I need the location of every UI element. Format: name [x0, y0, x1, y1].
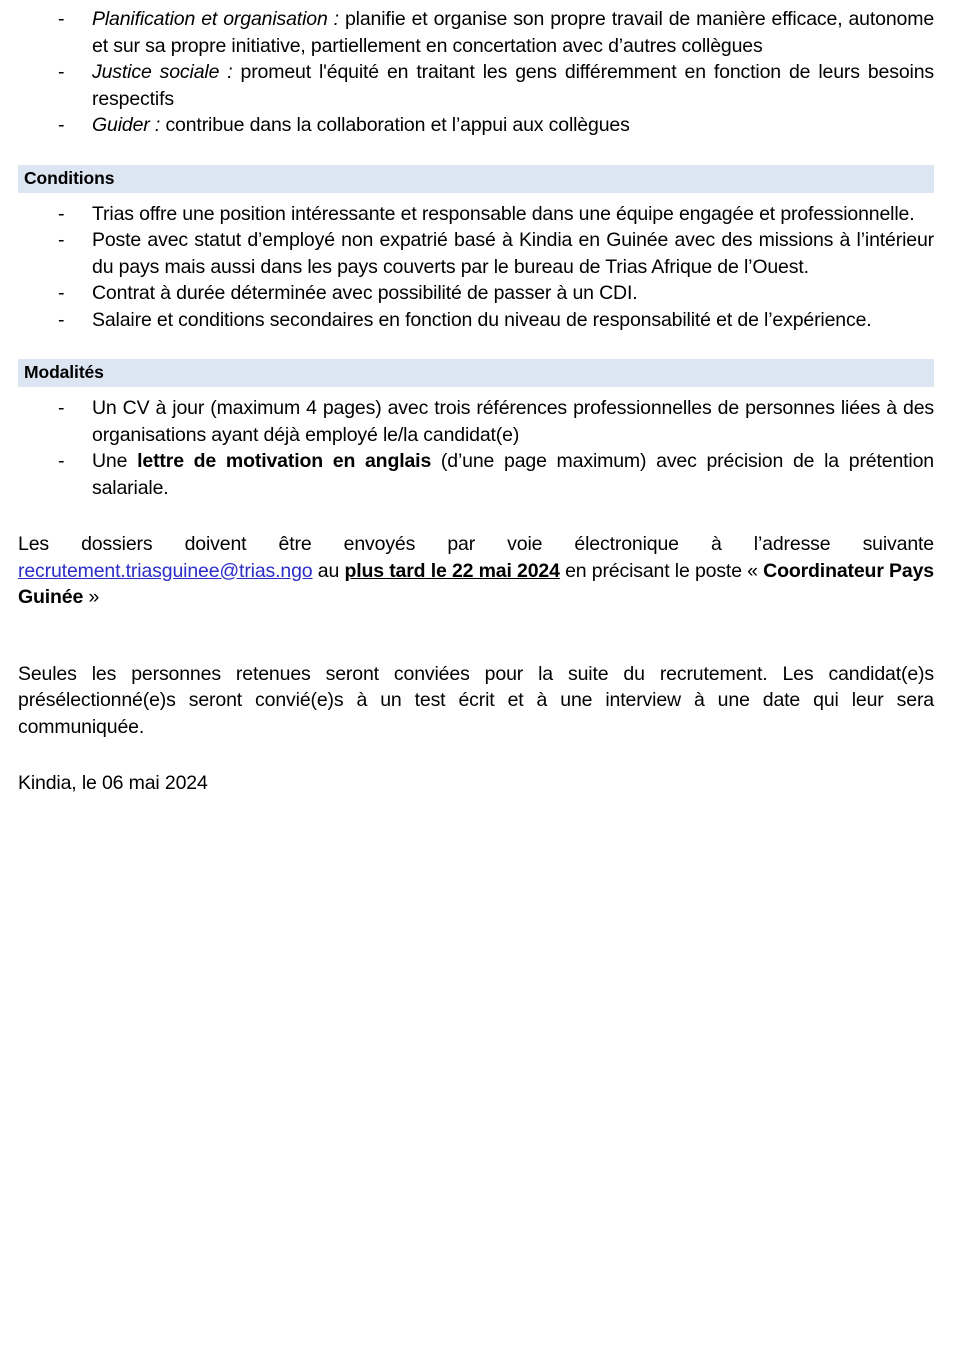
dash-marker: -	[58, 114, 65, 136]
modalite-emphasis: lettre de motivation en anglais	[137, 450, 432, 472]
dash-marker: -	[58, 8, 65, 30]
submission-after-deadline-text: en précisant le poste	[559, 559, 748, 582]
spacer	[18, 501, 934, 531]
list-item-text: Salaire et conditions secondaires en fonction du niveau de responsabilité et de l’expérience.	[92, 308, 872, 331]
section-heading-conditions	[18, 165, 934, 193]
competency-label: Guider :	[92, 114, 161, 136]
conditions-list	[18, 201, 934, 334]
list-item	[18, 6, 934, 59]
spacer	[18, 641, 934, 661]
spacer	[18, 193, 934, 201]
list-item	[18, 448, 934, 501]
closing-paragraph: Seules les personnes retenues seront conviées pour la suite du recrutement. Les candidat(e)s présélectionné(e)s seront convié(e)s à un test écrit et à une interview à une date qui leur sera communiquée.	[18, 662, 934, 738]
recruitment-email-link[interactable]: recrutement.triasguinee@trias.ngo	[18, 559, 313, 582]
spacer	[18, 611, 934, 641]
submission-lead-text: Les dossiers doivent être envoyés par voie électronique à l’adresse suivante	[18, 533, 934, 555]
list-item	[18, 307, 934, 334]
dash-marker: -	[58, 61, 65, 83]
list-item	[18, 227, 934, 280]
application-deadline: plus tard le 22 mai 2024	[344, 559, 560, 582]
list-item-text: Trias offre une position intéressante et responsable dans une équipe engagée et professionnelle.	[92, 202, 915, 225]
modalite-suffix: (d’une page maximum) avec précision de la prétention salariale.	[92, 450, 934, 499]
competency-label: Justice sociale :	[92, 61, 233, 83]
place-and-date: Kindia, le 06 mai 2024	[18, 772, 208, 794]
list-item-text	[92, 59, 934, 112]
list-item	[18, 59, 934, 112]
document-content	[18, 6, 934, 797]
competencies-list	[18, 6, 934, 139]
dash-marker: -	[58, 308, 65, 331]
dash-marker: -	[58, 282, 65, 304]
dash-marker: -	[58, 202, 65, 225]
list-item-text	[92, 448, 934, 501]
competency-description: promeut l'équité en traitant les gens différemment en fonction de leurs besoins respectifs	[92, 61, 934, 110]
dash-marker: -	[58, 397, 65, 419]
spacer	[18, 740, 934, 770]
section-heading-label: Conditions	[24, 167, 115, 188]
list-item-text	[92, 6, 934, 59]
spacer	[18, 333, 934, 359]
section-heading-label: Modalités	[24, 362, 104, 382]
list-item	[18, 201, 934, 228]
list-item-text	[92, 112, 934, 139]
submission-middle-text: au	[312, 559, 345, 582]
spacer	[18, 139, 934, 165]
list-item	[18, 112, 934, 139]
dash-marker: -	[58, 229, 65, 251]
competency-description: contribue dans la collaboration et l’appui aux collègues	[160, 114, 630, 136]
list-item-text: Contrat à durée déterminée avec possibilité de passer à un CDI.	[92, 282, 638, 304]
competency-description: planifie et organise son propre travail de manière efficace, autonome et sur sa propre initiative, partiellement en concertation avec d’autres collègues	[92, 8, 935, 57]
quote-open: «	[747, 559, 764, 582]
list-item	[18, 395, 934, 448]
position-title: Coordinateur Pays Guinée	[18, 559, 934, 608]
submission-paragraph	[18, 531, 934, 611]
spacer	[18, 387, 934, 395]
list-item	[18, 280, 934, 307]
section-heading-modalites	[18, 359, 934, 387]
dash-marker: -	[58, 450, 65, 472]
modalites-list	[18, 395, 934, 501]
modalite-prefix: Une	[92, 450, 138, 472]
competency-label: Planification et organisation :	[92, 8, 339, 30]
list-item-text: Un CV à jour (maximum 4 pages) avec trois références professionnelles de personnes liées à des organisations ayant déjà employé le/la candidat(e)	[92, 397, 934, 446]
quote-close: »	[83, 586, 100, 608]
list-item-text: Poste avec statut d’employé non expatrié basé à Kindia en Guinée avec des missions à l’intérieur du pays mais aussi dans les pays couverts par le bureau de Trias Afrique de l’Ouest.	[92, 229, 934, 278]
